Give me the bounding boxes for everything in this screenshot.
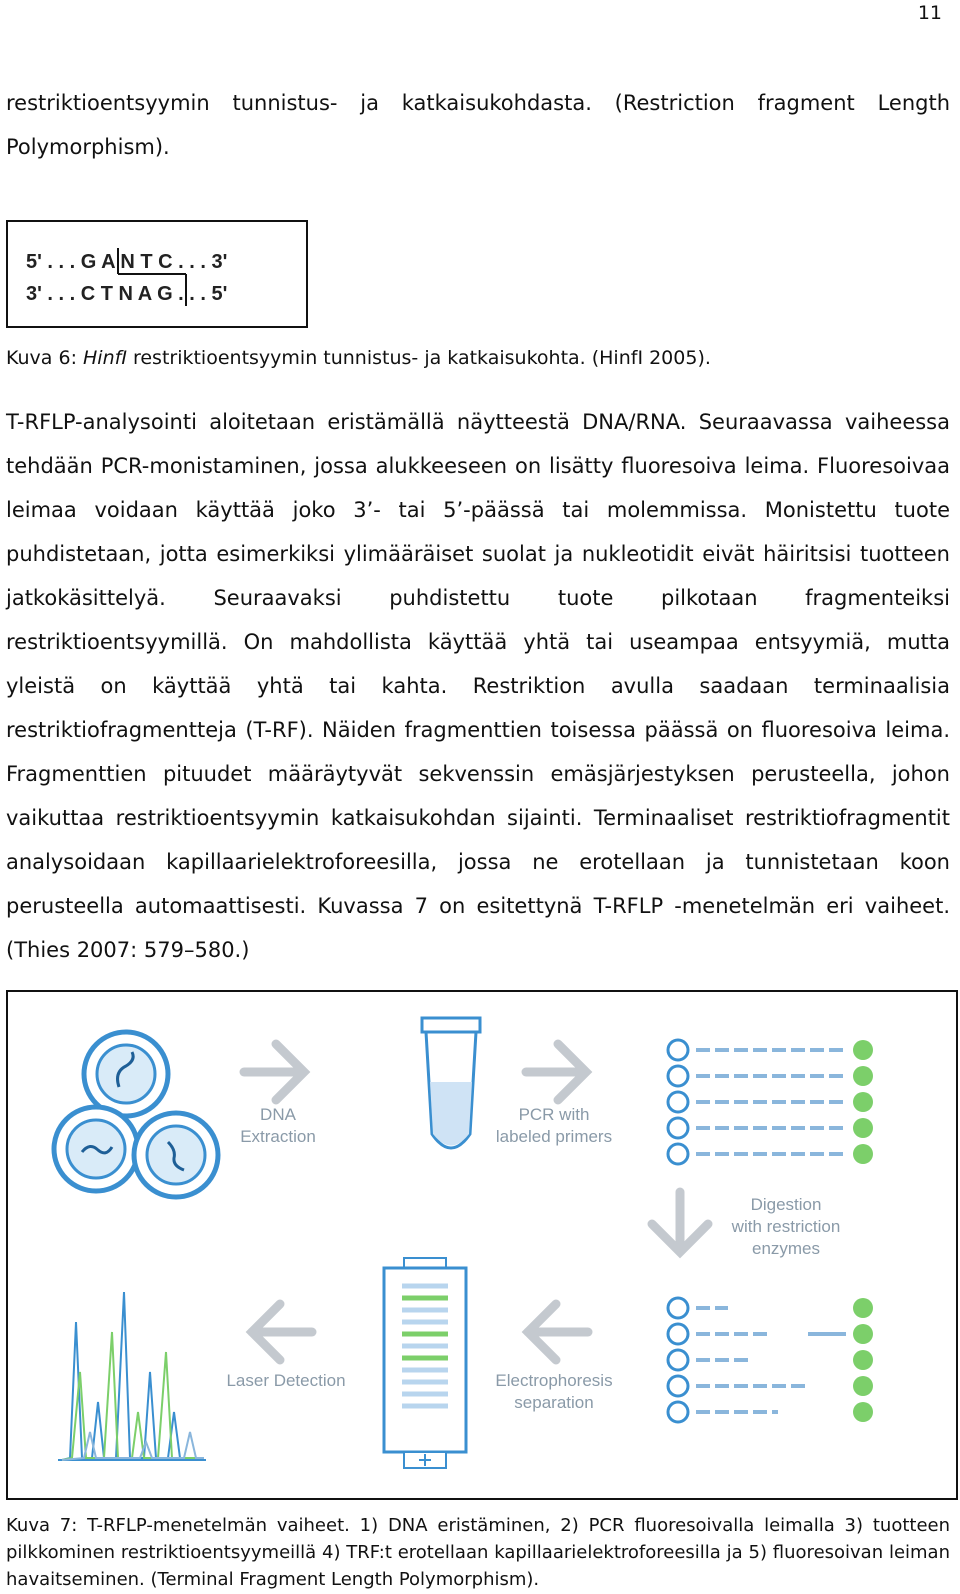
cell-icon-1 — [84, 1032, 168, 1116]
labeled-fragments-top — [668, 1040, 873, 1164]
arrow-right-icon-2 — [526, 1044, 586, 1100]
step-label-digestion: Digestion — [750, 1195, 822, 1214]
step-label-labeled-primers: labeled primers — [495, 1127, 613, 1146]
sequence-line-top: 5' . . . G A N T C . . . 3' — [26, 251, 228, 273]
figure6-caption-prefix: Kuva 6: — [6, 347, 84, 369]
figure7-diagram — [6, 990, 958, 1500]
cell-icon-3 — [134, 1113, 218, 1197]
step-label-laser-detection: Laser Detection — [226, 1371, 346, 1390]
arrow-right-icon-1 — [244, 1044, 304, 1100]
arrow-left-icon-2 — [252, 1304, 312, 1360]
sequence-diagram — [8, 222, 310, 330]
paragraph-intro: restriktioentsyymin tunnistus- ja katkaisukohdasta. (Restriction fragment Length Polymorphism). — [6, 91, 950, 159]
sequence-line-bottom: 3' . . . C T N A G . . . 5' — [26, 283, 228, 305]
electrophoresis-gel-icon — [384, 1258, 466, 1468]
figure7-caption: Kuva 7: T-RFLP-menetelmän vaiheet. 1) DNA eristäminen, 2) PCR fluoresoivalla leimalla 3) tuotteen pilkkominen restriktioentsyymeillä 4) TRF:t erotellaan kapillaarielektroforeesilla ja 5) fluoresoivan leiman havaitseminen. (Terminal Fragment Length Polymorphism). — [6, 1515, 950, 1590]
digested-fragments — [668, 1298, 873, 1422]
step-label-pcr: PCR with — [518, 1105, 590, 1124]
trflp-workflow — [8, 992, 960, 1502]
page-number: 11 — [917, 2, 942, 24]
figure6-caption-enzyme: HinfI — [83, 347, 127, 369]
arrow-down-icon — [652, 1192, 708, 1252]
step-label-dna: DNA — [260, 1105, 296, 1124]
figure6-caption — [6, 345, 711, 371]
step-label-extraction: Extraction — [240, 1127, 316, 1146]
arrow-left-icon-1 — [528, 1304, 588, 1360]
step-label-separation: separation — [514, 1393, 594, 1412]
step-label-with-restriction: with restriction — [731, 1217, 841, 1236]
cell-icon-2 — [54, 1107, 138, 1191]
paragraph-method: T-RFLP-analysointi aloitetaan eristämällä näytteestä DNA/RNA. Seuraavassa vaiheessa tehdään PCR-monistaminen, jossa alukkeeseen on lisätty fluoresoiva leima. Fluoresoivaa leimaa voidaan käyttää joko 3’- tai 5’-päässä tai molemmissa. Monistettu tuote puhdistetaan, jotta esimerkiksi ylimääräiset suolat ja nukleotidit eivät häiritsisi tuotteen jatkokäsittelyä. Seuraavaksi puhdistettu tuote pilkotaan fragmenteiksi restriktioentsyymillä. On mahdollista käyttää yhtä tai useampaa entsyymiä, mutta yleistä on käyttää yhtä tai kahta. Restriktion avulla saadaan terminaalisia restriktiofragmentteja (T-RF). Näiden fragmenttien toisessa päässä on fluoresoiva leima. Fragmenttien pituudet määräytyvät sekvenssin emäsjärjestyksen perusteella, johon vaikuttaa restriktioentsyymin katkaisukohdan sijainti. Terminaaliset restriktiofragmentit analysoidaan kapillaarielektroforeesilla, jossa ne erotellaan ja tunnistetaan koon perusteella automaattisesti. Kuvassa 7 on esitettynä T-RFLP -menetelmän eri vaiheet. (Thies 2007: 579–580.) — [6, 410, 950, 962]
sequence-figure — [6, 220, 308, 328]
chromatogram-icon — [58, 1292, 206, 1460]
step-label-enzymes: enzymes — [751, 1239, 821, 1258]
pcr-tube-icon — [422, 1018, 480, 1148]
figure6-caption-rest: restriktioentsyymin tunnistus- ja katkaisukohta. (HinfI 2005). — [126, 347, 711, 369]
step-label-electrophoresis: Electrophoresis — [495, 1371, 613, 1390]
